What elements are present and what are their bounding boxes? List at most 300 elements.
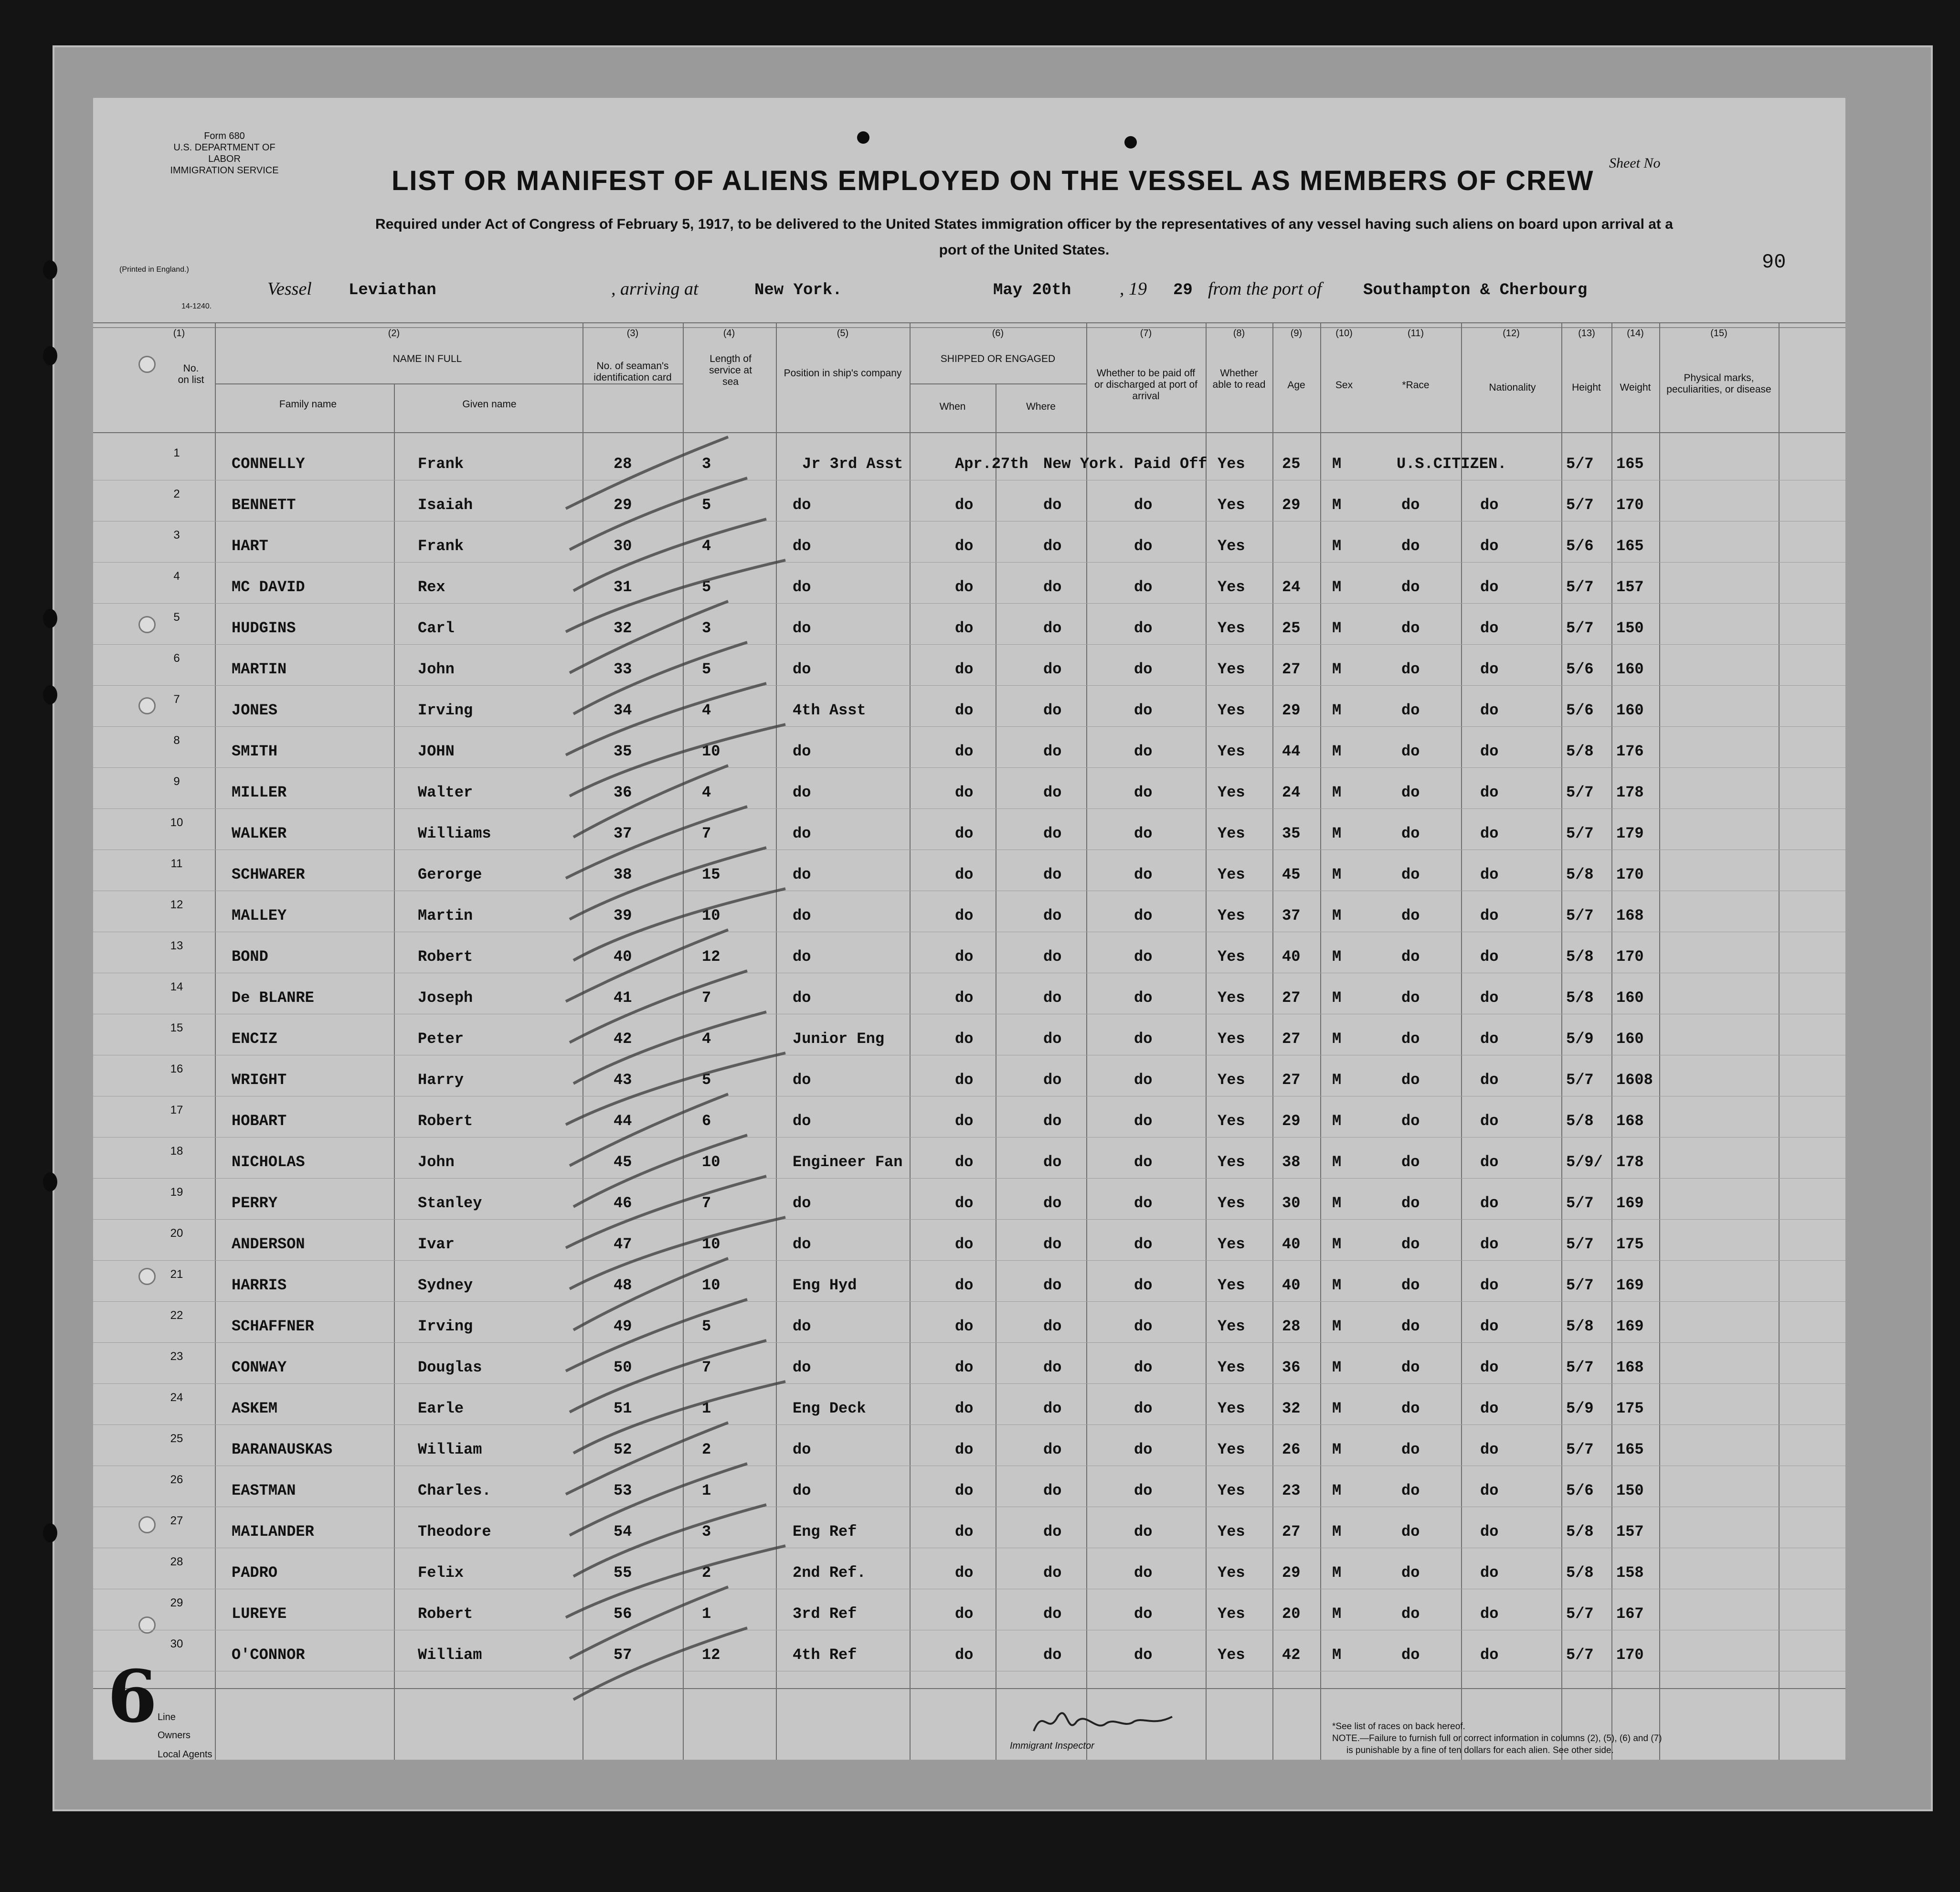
row-when: do — [955, 1359, 974, 1376]
row-position: do — [793, 1318, 811, 1335]
row-given: John — [418, 1153, 455, 1171]
row-no: 1 — [173, 446, 180, 459]
pencil-stroke — [570, 601, 728, 673]
row-service: 15 — [702, 866, 720, 883]
row-position: do — [793, 1071, 811, 1089]
row-given: John — [418, 660, 455, 678]
col-head-shipped: SHIPPED OR ENGAGED — [940, 353, 1056, 364]
col-num-2: (2) — [388, 328, 400, 339]
row-family: PERRY — [232, 1194, 278, 1212]
row-nat: do — [1480, 1359, 1499, 1376]
row-sex: M — [1332, 578, 1342, 596]
col-num-10: (10) — [1335, 328, 1353, 339]
row-height: 5/6 — [1566, 660, 1594, 678]
row-paid: do — [1134, 1276, 1153, 1294]
row-where: do — [1043, 1235, 1062, 1253]
row-given: Robert — [418, 1112, 473, 1130]
from-label: from the port of — [1208, 279, 1322, 299]
row-sex: M — [1332, 743, 1342, 760]
row-position: do — [793, 989, 811, 1007]
row-height: 5/9 — [1566, 1400, 1594, 1417]
row-given: Frank — [418, 455, 464, 473]
row-weight: 160 — [1616, 989, 1644, 1007]
row-race: do — [1401, 1153, 1420, 1171]
row-where: do — [1043, 1400, 1062, 1417]
row-age: 37 — [1282, 907, 1301, 925]
col-num-13: (13) — [1578, 328, 1595, 339]
row-age: 28 — [1282, 1318, 1301, 1335]
row-card: 31 — [614, 578, 632, 596]
row-given: Robert — [418, 948, 473, 966]
row-weight: 176 — [1616, 743, 1644, 760]
row-family: ANDERSON — [232, 1235, 305, 1253]
row-service: 10 — [702, 743, 720, 760]
row-given: Harry — [418, 1071, 464, 1089]
pencil-stroke — [573, 1135, 747, 1207]
row-weight: 169 — [1616, 1318, 1644, 1335]
row-read: Yes — [1218, 1153, 1245, 1171]
pencil-stroke — [573, 519, 766, 591]
row-position: do — [793, 907, 811, 925]
row-age: 42 — [1282, 1646, 1301, 1664]
row-paid: do — [1134, 825, 1153, 842]
row-no: 30 — [170, 1637, 183, 1650]
row-height: 5/7 — [1566, 1194, 1594, 1212]
sheet-no-label: Sheet No — [1609, 155, 1661, 171]
row-race: do — [1401, 1030, 1420, 1048]
row-race: do — [1401, 496, 1420, 514]
row-family: MILLER — [232, 784, 287, 801]
row-read: Yes — [1218, 907, 1245, 925]
row-race: do — [1401, 1235, 1420, 1253]
pencil-stroke — [570, 971, 747, 1042]
row-no: 4 — [173, 570, 180, 583]
row-weight: 167 — [1616, 1605, 1644, 1623]
row-where: do — [1043, 907, 1062, 925]
row-no: 12 — [170, 898, 183, 911]
row-nat: do — [1480, 496, 1499, 514]
row-height: 5/8 — [1566, 989, 1594, 1007]
row-sex: M — [1332, 1112, 1342, 1130]
row-when: do — [955, 1030, 974, 1048]
pencil-stroke — [573, 765, 728, 837]
row-height: 5/7 — [1566, 907, 1594, 925]
row-height: 5/7 — [1566, 1441, 1594, 1458]
row-sex: M — [1332, 1605, 1342, 1623]
row-read: Yes — [1218, 619, 1245, 637]
row-nat: do — [1480, 948, 1499, 966]
row-when: do — [955, 1071, 974, 1089]
row-paid: do — [1134, 578, 1153, 596]
row-read: Yes — [1218, 1400, 1245, 1417]
printed-note: (Printed in England.) — [119, 266, 189, 274]
row-read: Yes — [1218, 1112, 1245, 1130]
row-where: do — [1043, 1194, 1062, 1212]
row-nat: do — [1480, 1153, 1499, 1171]
row-service: 5 — [702, 1318, 711, 1335]
row-when: do — [955, 1318, 974, 1335]
row-weight: 178 — [1616, 784, 1644, 801]
row-when: do — [955, 743, 974, 760]
row-paid: do — [1134, 1441, 1153, 1458]
year-suffix: 29 — [1173, 281, 1193, 299]
row-age: 27 — [1282, 1030, 1301, 1048]
row-where: do — [1043, 1153, 1062, 1171]
footer-agents-label: Local Agents — [158, 1749, 212, 1760]
row-where: do — [1043, 702, 1062, 719]
row-height: 5/9 — [1566, 1030, 1594, 1048]
row-position: do — [793, 1359, 811, 1376]
row-age: 27 — [1282, 1523, 1301, 1541]
departure-port: Southampton & Cherbourg — [1363, 281, 1588, 299]
row-nat: do — [1480, 1400, 1499, 1417]
row-nat: do — [1480, 1030, 1499, 1048]
pencil-stroke — [570, 1464, 747, 1535]
row-given: Joseph — [418, 989, 473, 1007]
row-service: 4 — [702, 702, 711, 719]
row-read: Yes — [1218, 1318, 1245, 1335]
row-age: 26 — [1282, 1441, 1301, 1458]
row-nat: do — [1480, 743, 1499, 760]
row-race: do — [1401, 1646, 1420, 1664]
col-num-3: (3) — [626, 328, 639, 339]
col-num-12: (12) — [1503, 328, 1520, 339]
row-position: do — [793, 1194, 811, 1212]
row-family: HOBART — [232, 1112, 287, 1130]
row-service: 7 — [702, 1194, 711, 1212]
row-when: do — [955, 907, 974, 925]
row-age: 32 — [1282, 1400, 1301, 1417]
row-when: Apr.27th — [955, 455, 1028, 473]
pencil-stroke — [573, 1505, 766, 1576]
row-given: Martin — [418, 907, 473, 925]
row-card: 46 — [614, 1194, 632, 1212]
pencil-stroke — [566, 683, 766, 755]
row-card: 55 — [614, 1564, 632, 1582]
col-head-age: Age — [1287, 380, 1305, 391]
arrival-port: New York. — [754, 281, 842, 299]
row-age: 20 — [1282, 1605, 1301, 1623]
row-nat: do — [1480, 907, 1499, 925]
row-where: do — [1043, 948, 1062, 966]
row-age: 27 — [1282, 1071, 1301, 1089]
row-age: 29 — [1282, 496, 1301, 514]
row-position: do — [793, 784, 811, 801]
row-paid: do — [1134, 1235, 1153, 1253]
row-sex: M — [1332, 1235, 1342, 1253]
row-no: 9 — [173, 775, 180, 788]
row-height: 5/6 — [1566, 702, 1594, 719]
row-age: 25 — [1282, 455, 1301, 473]
footer-line-label: Line — [158, 1712, 176, 1722]
row-read: Yes — [1218, 455, 1245, 473]
row-read: Yes — [1218, 989, 1245, 1007]
row-card: 44 — [614, 1112, 632, 1130]
row-position: do — [793, 1235, 811, 1253]
row-race: do — [1401, 743, 1420, 760]
row-paid: do — [1134, 1564, 1153, 1582]
row-given: Williams — [418, 825, 491, 842]
print-code: 14-1240. — [181, 302, 212, 310]
row-weight: 150 — [1616, 1482, 1644, 1499]
row-position: do — [793, 537, 811, 555]
row-position: 3rd Ref — [793, 1605, 857, 1623]
row-height: 5/8 — [1566, 866, 1594, 883]
manifest-sheet — [93, 98, 1845, 1760]
row-service: 6 — [702, 1112, 711, 1130]
row-nat: do — [1480, 660, 1499, 678]
row-given: Felix — [418, 1564, 464, 1582]
row-card: 32 — [614, 619, 632, 637]
row-when: do — [955, 1400, 974, 1417]
row-paid: do — [1134, 1482, 1153, 1499]
row-when: do — [955, 660, 974, 678]
row-where: do — [1043, 743, 1062, 760]
row-race: do — [1401, 1194, 1420, 1212]
row-sex: M — [1332, 1400, 1342, 1417]
row-no: 28 — [170, 1555, 183, 1568]
row-weight: 168 — [1616, 1359, 1644, 1376]
binder-hole — [43, 346, 57, 365]
vessel-name: Leviathan — [349, 281, 436, 299]
row-paid: do — [1134, 866, 1153, 883]
row-race: do — [1401, 619, 1420, 637]
row-sex: M — [1332, 496, 1342, 514]
row-position: do — [793, 948, 811, 966]
row-when: do — [955, 948, 974, 966]
row-where: do — [1043, 1646, 1062, 1664]
row-given: Rex — [418, 578, 445, 596]
row-position: do — [793, 1112, 811, 1130]
row-card: 42 — [614, 1030, 632, 1048]
row-given: Frank — [418, 537, 464, 555]
row-where: do — [1043, 578, 1062, 596]
binder-hole — [43, 609, 57, 628]
row-where: do — [1043, 1112, 1062, 1130]
row-card: 54 — [614, 1523, 632, 1541]
row-race: do — [1401, 1400, 1420, 1417]
row-no: 11 — [170, 857, 183, 870]
row-race: do — [1401, 1318, 1420, 1335]
row-card: 34 — [614, 702, 632, 719]
row-age: 24 — [1282, 578, 1301, 596]
row-when: do — [955, 1153, 974, 1171]
row-where: do — [1043, 1482, 1062, 1499]
pencil-stroke — [566, 807, 747, 878]
row-race: do — [1401, 1071, 1420, 1089]
row-paid: do — [1134, 1318, 1153, 1335]
row-height: 5/8 — [1566, 1523, 1594, 1541]
row-no: 15 — [170, 1021, 183, 1034]
pencil-stroke — [566, 1053, 785, 1125]
pencil-stroke — [566, 1299, 747, 1371]
arrival-date: May 20th — [993, 281, 1071, 299]
row-nat: do — [1480, 1276, 1499, 1294]
row-family: BENNETT — [232, 496, 296, 514]
row-service: 5 — [702, 578, 711, 596]
row-age: 29 — [1282, 1564, 1301, 1582]
row-weight: 170 — [1616, 1646, 1644, 1664]
row-given: Irving — [418, 702, 473, 719]
pencil-stroke — [570, 1587, 728, 1658]
row-where: do — [1043, 1318, 1062, 1335]
row-sex: M — [1332, 1564, 1342, 1582]
row-when: do — [955, 825, 974, 842]
row-read: Yes — [1218, 537, 1245, 555]
row-read: Yes — [1218, 1194, 1245, 1212]
row-read: Yes — [1218, 1482, 1245, 1499]
row-position: 4th Asst — [793, 702, 866, 719]
row-no: 16 — [170, 1063, 183, 1075]
row-no: 8 — [173, 734, 180, 747]
pencil-stroke — [566, 560, 785, 632]
row-given: Robert — [418, 1605, 473, 1623]
row-no: 2 — [173, 488, 180, 500]
pencil-stroke — [573, 1012, 766, 1084]
row-service: 5 — [702, 1071, 711, 1089]
row-height: 5/7 — [1566, 1071, 1594, 1089]
row-family: LUREYE — [232, 1605, 287, 1623]
row-read: Yes — [1218, 825, 1245, 842]
row-nat: do — [1480, 784, 1499, 801]
row-no: 6 — [173, 652, 180, 665]
row-nat: do — [1480, 619, 1499, 637]
row-read: Yes — [1218, 578, 1245, 596]
row-service: 5 — [702, 496, 711, 514]
subtitle-line1: Required under Act of Congress of February 5, 1917, to be delivered to the United States immigration officer by the representatives of any vessel having such aliens on board upon arrival at a — [375, 216, 1673, 232]
row-where: do — [1043, 866, 1062, 883]
row-sex: M — [1332, 1441, 1342, 1458]
row-age: 40 — [1282, 1235, 1301, 1253]
row-paid: do — [1134, 989, 1153, 1007]
note-line2: is punishable by a fine of ten dollars for each alien. See other side. — [1346, 1745, 1614, 1755]
pencil-stroke — [573, 642, 747, 714]
row-where: do — [1043, 989, 1062, 1007]
note-line1: NOTE.—Failure to furnish full or correct information in columns (2), (5), (6) and (7) — [1332, 1733, 1662, 1743]
row-where: do — [1043, 1071, 1062, 1089]
row-height: 5/7 — [1566, 578, 1594, 596]
row-card: 38 — [614, 866, 632, 883]
pencil-stroke — [566, 1546, 785, 1617]
row-position: Junior Eng — [793, 1030, 885, 1048]
col-num-9: (9) — [1290, 328, 1303, 339]
row-where: do — [1043, 1441, 1062, 1458]
row-height: 5/6 — [1566, 1482, 1594, 1499]
row-where: do — [1043, 619, 1062, 637]
row-weight: 157 — [1616, 578, 1644, 596]
row-age: 44 — [1282, 743, 1301, 760]
row-given: Walter — [418, 784, 473, 801]
row-family: EASTMAN — [232, 1482, 296, 1499]
row-no: 19 — [170, 1186, 183, 1199]
row-height: 5/8 — [1566, 948, 1594, 966]
row-position: do — [793, 743, 811, 760]
row-sex: M — [1332, 1359, 1342, 1376]
row-nat: do — [1480, 1318, 1499, 1335]
row-sex: M — [1332, 989, 1342, 1007]
col-head-card: No. of seaman's identification card — [593, 361, 672, 383]
row-read: Yes — [1218, 1441, 1245, 1458]
row-when: do — [955, 496, 974, 514]
row-weight: 169 — [1616, 1276, 1644, 1294]
row-race: do — [1401, 1112, 1420, 1130]
col-num-11: (11) — [1407, 328, 1424, 339]
row-position: do — [793, 578, 811, 596]
row-when: do — [955, 1276, 974, 1294]
row-when: do — [955, 1235, 974, 1253]
pencil-stroke — [566, 1176, 766, 1248]
row-no: 21 — [170, 1268, 183, 1281]
row-family: HUDGINS — [232, 619, 296, 637]
arriving-label: , arriving at — [611, 279, 699, 299]
row-height: 5/7 — [1566, 1646, 1594, 1664]
row-sex: M — [1332, 1030, 1342, 1048]
col-head-weight: Weight — [1620, 382, 1651, 393]
row-race: do — [1401, 1276, 1420, 1294]
row-family: CONWAY — [232, 1359, 287, 1376]
row-when: do — [955, 1564, 974, 1582]
row-nat: do — [1480, 989, 1499, 1007]
row-sex: M — [1332, 1071, 1342, 1089]
col-head-given: Given name — [462, 399, 517, 410]
department: U.S. DEPARTMENT OF LABOR — [173, 142, 275, 164]
row-age: 45 — [1282, 866, 1301, 883]
row-given: Charles. — [418, 1482, 491, 1499]
row-weight: 170 — [1616, 496, 1644, 514]
row-nat: do — [1480, 1605, 1499, 1623]
row-sex: M — [1332, 1276, 1342, 1294]
row-position: Eng Deck — [793, 1400, 866, 1417]
row-position: do — [793, 619, 811, 637]
row-height: 5/7 — [1566, 1235, 1594, 1253]
row-nat: do — [1480, 537, 1499, 555]
col-head-nationality: Nationality — [1489, 382, 1536, 393]
row-card: 40 — [614, 948, 632, 966]
row-position: Eng Hyd — [793, 1276, 857, 1294]
row-family: MC DAVID — [232, 578, 305, 596]
row-family: O'CONNOR — [232, 1646, 305, 1664]
row-card: 37 — [614, 825, 632, 842]
row-sex: M — [1332, 660, 1342, 678]
row-age: 30 — [1282, 1194, 1301, 1212]
row-given: William — [418, 1441, 482, 1458]
row-no: 27 — [170, 1514, 183, 1527]
col-head-race: *Race — [1402, 380, 1430, 391]
row-family: HARRIS — [232, 1276, 287, 1294]
row-race: do — [1401, 1482, 1420, 1499]
row-card: 56 — [614, 1605, 632, 1623]
row-given: Peter — [418, 1030, 464, 1048]
row-where: do — [1043, 1276, 1062, 1294]
row-no: 23 — [170, 1350, 183, 1363]
pencil-stroke — [570, 478, 747, 550]
row-where: do — [1043, 1030, 1062, 1048]
row-age: 36 — [1282, 1359, 1301, 1376]
col-head-sex: Sex — [1335, 380, 1353, 391]
row-when: do — [955, 989, 974, 1007]
row-age: 35 — [1282, 825, 1301, 842]
row-no: 25 — [170, 1432, 183, 1445]
row-sex: M — [1332, 619, 1342, 637]
row-paid: do — [1134, 496, 1153, 514]
row-height: 5/7 — [1566, 619, 1594, 637]
row-given: Douglas — [418, 1359, 482, 1376]
row-position: do — [793, 866, 811, 883]
row-no: 26 — [170, 1473, 183, 1486]
row-service: 12 — [702, 1646, 720, 1664]
row-card: 35 — [614, 743, 632, 760]
row-paid: do — [1134, 1400, 1153, 1417]
